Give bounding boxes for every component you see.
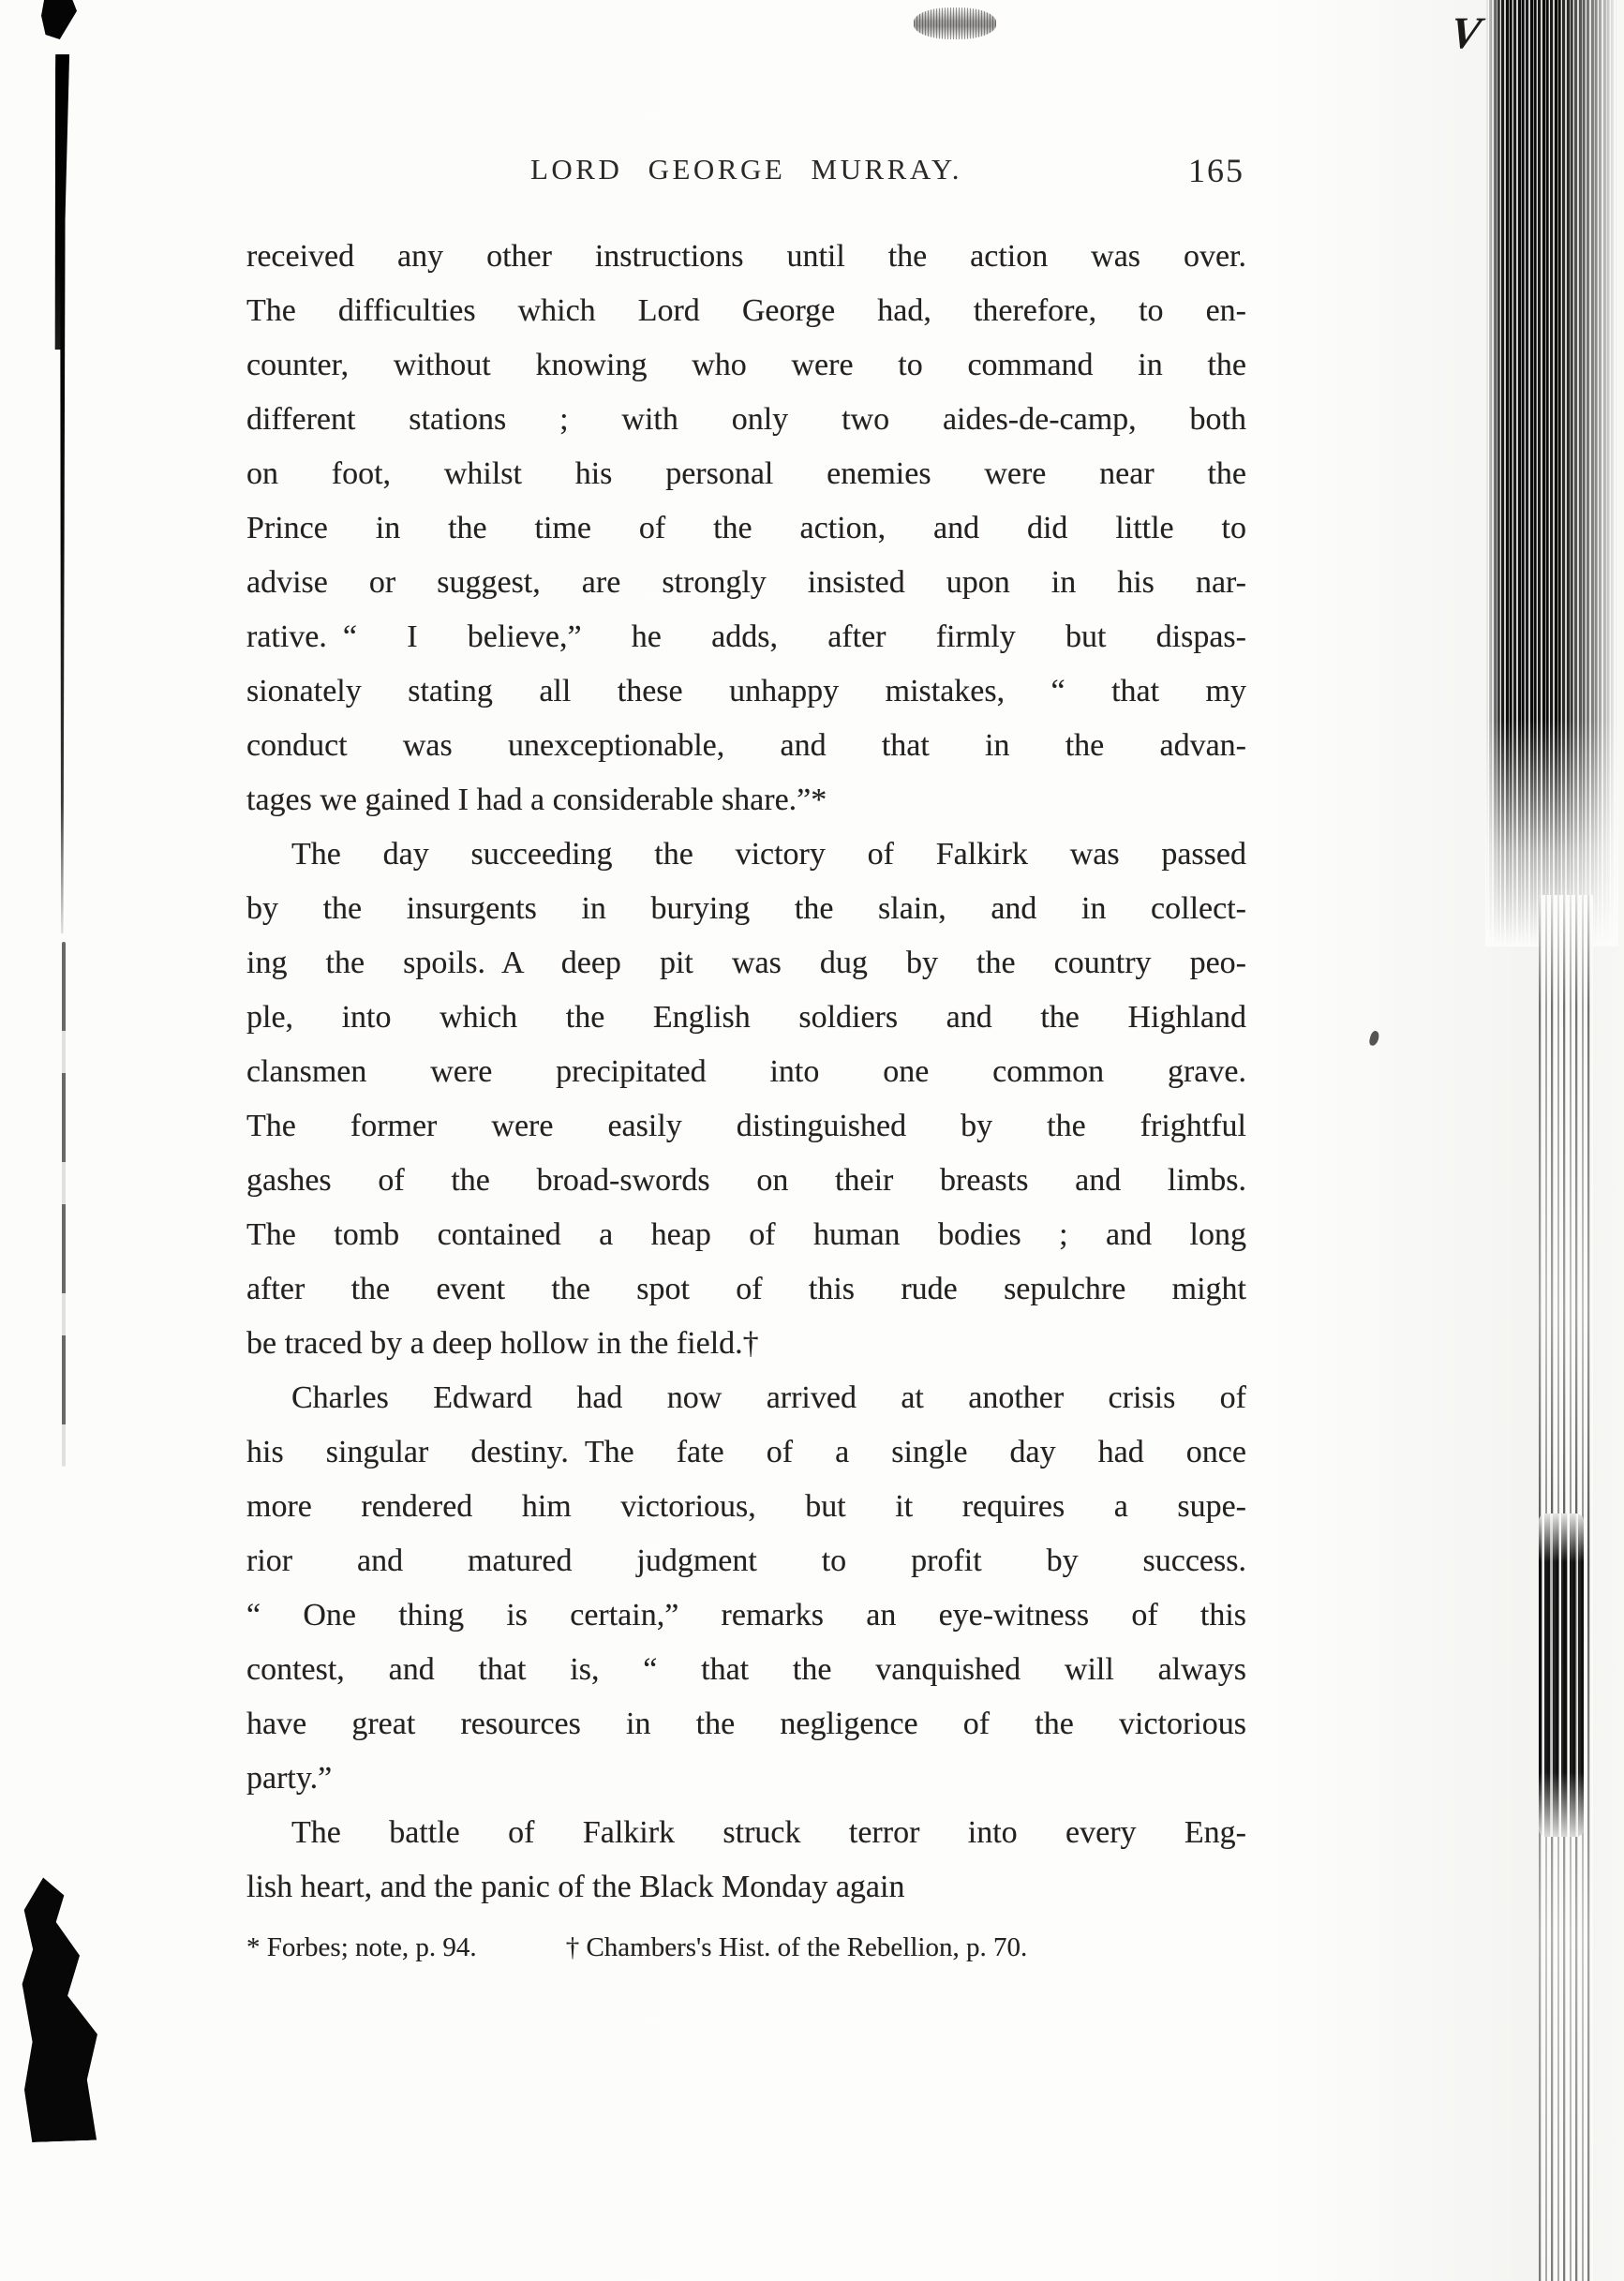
text-line: rior and matured judgment to profit by success. xyxy=(246,1543,1246,1578)
scan-page-edge-blotch xyxy=(1539,1513,1584,1837)
page-number: 165 xyxy=(1188,152,1244,189)
text-line: after the event the spot of this rude sepulchre might xyxy=(246,1272,1246,1306)
paragraph xyxy=(246,230,1246,827)
footnote-chambers: † Chambers's Hist. of the Rebellion, p. 70. xyxy=(565,1932,1028,1962)
text-line: his singular destiny. The fate of a single day had once xyxy=(246,1435,1246,1469)
scan-blot-top-left-corner-icon xyxy=(41,0,77,39)
handwritten-mark-v: V xyxy=(1447,8,1484,58)
scan-streak-left-margin-line xyxy=(60,62,66,933)
text-column xyxy=(246,153,1246,1965)
footnote-forbes: * Forbes; note, p. 94. xyxy=(246,1932,477,1962)
text-line: The difficulties which Lord George had, therefore, to en- xyxy=(246,293,1246,328)
text-line: sionately stating all these unhappy mistakes, “ that my xyxy=(246,674,1246,708)
scan-smudge-top-center xyxy=(914,7,996,39)
text-line: tages we gained I had a considerable share.”* xyxy=(246,783,827,817)
text-line: received any other instructions until the action was over. xyxy=(246,239,1246,274)
text-line: by the insurgents in burying the slain, and in collect- xyxy=(246,891,1246,926)
scan-page-edge-band xyxy=(1485,0,1618,947)
text-line: Prince in the time of the action, and did little to xyxy=(246,511,1246,545)
text-line: have great resources in the negligence of the victorious xyxy=(246,1707,1246,1741)
footnotes xyxy=(246,1930,1246,1965)
scan-blot-bottom-left xyxy=(17,1876,101,2143)
text-line: different stations ; with only two aides-de-camp, both xyxy=(246,402,1246,437)
scan-streak-left-margin-thick xyxy=(53,54,69,350)
text-line: more rendered him victorious, but it requires a supe- xyxy=(246,1489,1246,1524)
text-line: advise or suggest, are strongly insisted upon in his nar- xyxy=(246,565,1246,600)
scan-page-edge-streaks xyxy=(1539,895,1593,2281)
scan-speck-mid-right xyxy=(1368,1030,1380,1047)
text-line: gashes of the broad-swords on their breasts and limbs. xyxy=(246,1163,1246,1198)
text-line: counter, without knowing who were to command in the xyxy=(246,348,1246,382)
text-line: ple, into which the English soldiers and the Highland xyxy=(246,1000,1246,1035)
text-line: rative. “ I believe,” he adds, after firmly but dispas- xyxy=(246,619,1246,654)
paragraph xyxy=(246,827,1246,1371)
scan-streak-left-margin-faint xyxy=(62,942,66,1467)
text-line: be traced by a deep hollow in the field.† xyxy=(246,1326,759,1361)
text-line: clansmen were precipitated into one common grave. xyxy=(246,1054,1246,1089)
paragraph xyxy=(246,1806,1246,1915)
page-header xyxy=(246,153,1246,230)
paragraph xyxy=(246,1371,1246,1806)
page-body xyxy=(246,230,1246,1915)
text-line: party.” xyxy=(246,1761,333,1796)
text-line: lish heart, and the panic of the Black Monday again xyxy=(246,1870,905,1904)
text-line: contest, and that is, “ that the vanquished will always xyxy=(246,1652,1246,1687)
text-line: conduct was unexceptionable, and that in the advan- xyxy=(246,728,1246,763)
text-line: The tomb contained a heap of human bodies ; and long xyxy=(246,1217,1246,1252)
running-title: LORD GEORGE MURRAY. xyxy=(529,153,963,186)
text-line: Charles Edward had now arrived at another crisis of xyxy=(291,1380,1246,1415)
text-line: The day succeeding the victory of Falkirk was passed xyxy=(291,837,1246,872)
text-line: ing the spoils. A deep pit was dug by the country peo- xyxy=(246,946,1246,980)
text-line: “ One thing is certain,” remarks an eye-witness of this xyxy=(246,1598,1246,1632)
text-line: The former were easily distinguished by the frightful xyxy=(246,1109,1246,1143)
text-line: on foot, whilst his personal enemies were near the xyxy=(246,456,1246,491)
text-line: The battle of Falkirk struck terror into every Eng- xyxy=(291,1815,1246,1850)
